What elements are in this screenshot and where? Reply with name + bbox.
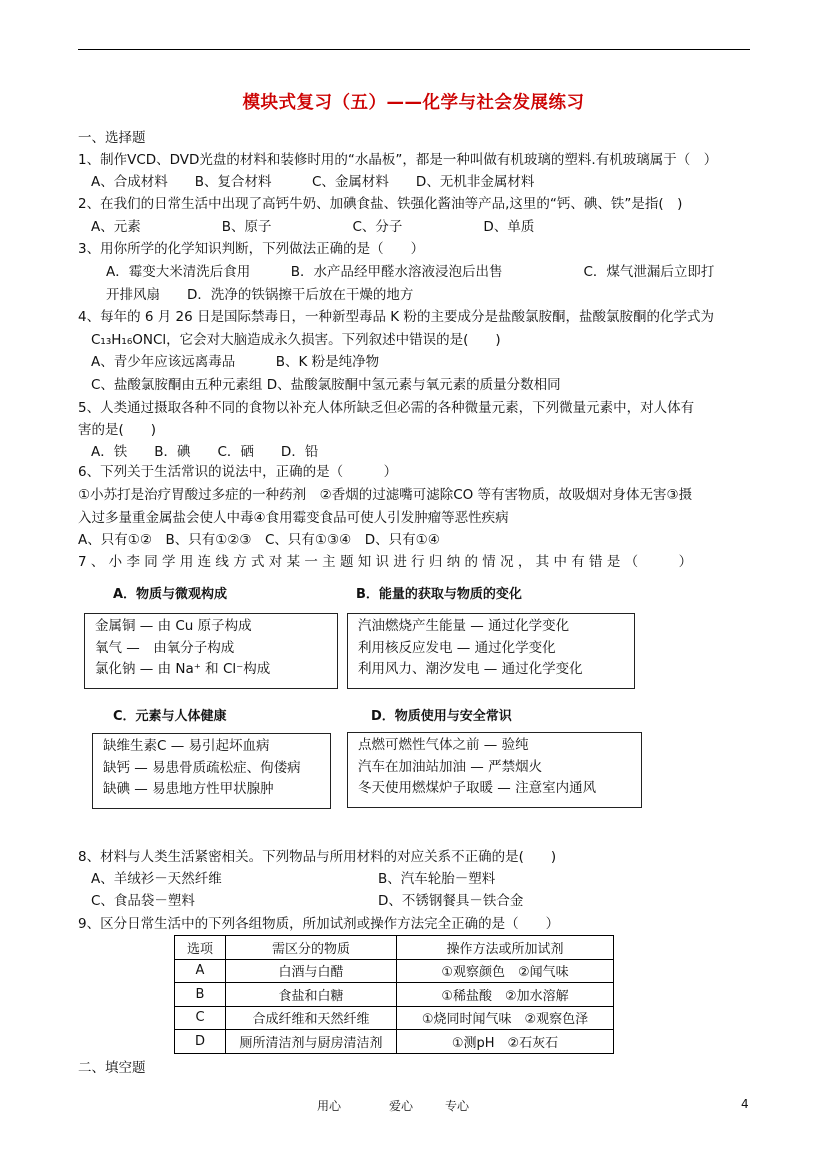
- q4-options-ab: A、青少年应该远离毒品 B、K 粉是纯净物: [91, 354, 380, 370]
- q6-statements-line1: ①小苏打是治疗胃酸过多症的一种药剂 ②香烟的过滤嘴可滤除CO 等有害物质，故吸烟对身体无害③摄: [78, 487, 693, 503]
- table-cell: D: [175, 1030, 226, 1054]
- table-row: [175, 1030, 614, 1054]
- header-rule: [78, 49, 750, 50]
- table-row: [175, 959, 614, 983]
- q7-box-c-line: 缺碘 — 易患地方性甲状腺肿: [103, 781, 274, 797]
- q7-box-a-heading: A．物质与微观构成: [113, 587, 228, 602]
- q7-box-b-line: 利用核反应发电 — 通过化学变化: [358, 639, 556, 656]
- q7-box-d: [347, 732, 642, 808]
- q2-options: A、元素 B、原子 C、分子 D、单质: [91, 219, 535, 235]
- q7-box-c: [92, 733, 331, 809]
- q7-box-d-line: 汽车在加油站加油 — 严禁烟火: [358, 758, 543, 775]
- q7-box-d-line: 点燃可燃性气体之前 — 验纯: [358, 737, 529, 753]
- page-title: 模块式复习（五）——化学与社会发展练习: [242, 93, 585, 113]
- section-heading-fill: 二、填空题: [78, 1060, 146, 1076]
- q3-options-line1: A．霉变大米清洗后食用 B．水产品经甲醛水溶液浸泡后出售 C．煤气泄漏后立即打: [106, 264, 715, 280]
- page-number: 4: [741, 1097, 749, 1111]
- table-cell: 合成纤维和天然纤维: [226, 1006, 397, 1030]
- q6-options: A、只有①② B、只有①②③ C、只有①③④ D、只有①④: [78, 532, 440, 548]
- q5-stem-line2: 害的是( ): [78, 422, 157, 438]
- table-cell: 厕所清洁剂与厨房清洁剂: [226, 1030, 397, 1054]
- q7-box-a-line: 氯化钠 — 由 Na⁺ 和 Cl⁻构成: [95, 661, 271, 677]
- q5-stem-line1: 5、人类通过摄取各种不同的食物以补充人体所缺乏但必需的各种微量元素，下列微量元素中，对人体有: [78, 400, 695, 416]
- table-cell: ①烧同时闻气味 ②观察色泽: [397, 1006, 614, 1030]
- table-header-cell: 需区分的物质: [226, 936, 397, 960]
- q8-option-b: B、汽车轮胎－塑料: [378, 871, 496, 887]
- footer-motto-1: 用心: [317, 1099, 342, 1113]
- table-cell: ①测pH ②石灰石: [397, 1030, 614, 1054]
- q1-options: A、合成材料 B、复合材料 C、金属材料 D、无机非金属材料: [91, 174, 535, 190]
- table-cell: C: [175, 1006, 226, 1030]
- section-heading-choice: 一、选择题: [78, 130, 146, 146]
- q7-box-b: [347, 613, 635, 689]
- q3-options-line2: 开排风扇 D．洗净的铁锅擦干后放在干燥的地方: [106, 287, 414, 303]
- q7-box-b-line: 汽油燃烧产生能量 — 通过化学变化: [358, 618, 570, 634]
- q8-option-c: C、食品袋－塑料: [91, 893, 195, 909]
- table-cell: 食盐和白糖: [226, 983, 397, 1007]
- q7-box-b-heading: B．能量的获取与物质的变化: [356, 587, 522, 602]
- q7-box-c-line: 缺钙 — 易患骨质疏松症、佝偻病: [103, 759, 301, 776]
- q7-box-d-heading: D．物质使用与安全常识: [371, 709, 512, 724]
- q1-stem: 1、制作VCD、DVD光盘的材料和装修时用的“水晶板”，都是一种叫做有机玻璃的塑料.有机玻璃属于（ ）: [78, 152, 718, 168]
- q5-options: A．铁 B．碘 C．硒 D．铅: [91, 444, 319, 460]
- q4-options-cd: C、盐酸氯胺酮由五种元素组 D、盐酸氯胺酮中氢元素与氧元素的质量分数相同: [91, 377, 561, 393]
- table-header-cell: 选项: [175, 936, 226, 960]
- footer-motto-3: 专心: [445, 1099, 470, 1113]
- q7-box-a-line: 氧气 — 由氧分子构成: [95, 639, 235, 656]
- footer-motto-2: 爱心: [389, 1099, 414, 1113]
- q3-stem: 3、用你所学的化学知识判断，下列做法正确的是（ ）: [78, 241, 425, 257]
- table-header-row: [175, 936, 614, 960]
- q9-stem: 9、区分日常生活中的下列各组物质，所加试剂或操作方法完全正确的是（ ）: [78, 916, 560, 932]
- q8-option-d: D、不锈钢餐具－铁合金: [378, 893, 524, 909]
- q7-stem: 7 、 小 李 同 学 用 连 线 方 式 对 某 一 主 题 知 识 进 行 归 纳 的 情 况 ， 其 中 有 错 是 （ ）: [78, 554, 693, 570]
- q8-option-a: A、羊绒衫－天然纤维: [91, 871, 222, 887]
- q8-stem: 8、材料与人类生活紧密相关。下列物品与所用材料的对应关系不正确的是( ): [78, 849, 557, 865]
- table-cell: ①稀盐酸 ②加水溶解: [397, 983, 614, 1007]
- table-cell: B: [175, 983, 226, 1007]
- q6-statements-line2: 入过多量重金属盐会使人中毒④食用霉变食品可使人引发肿瘤等恶性疾病: [78, 510, 509, 526]
- q7-box-b-line: 利用风力、潮汐发电 — 通过化学变化: [358, 661, 583, 677]
- q2-stem: 2、在我们的日常生活中出现了高钙牛奶、加碘食盐、铁强化酱油等产品,这里的“钙、碘、铁”是指( ): [78, 196, 683, 212]
- table-row: [175, 1006, 614, 1030]
- q7-box-a-line: 金属铜 — 由 Cu 原子构成: [95, 618, 252, 634]
- table-cell: 白酒与白醋: [226, 959, 397, 983]
- q7-box-d-line: 冬天使用燃煤炉子取暖 — 注意室内通风: [358, 780, 597, 796]
- q4-stem-line1: 4、每年的 6 月 26 日是国际禁毒日，一种新型毒品 K 粉的主要成分是盐酸氯胺酮，盐酸氯胺酮的化学式为: [78, 309, 714, 325]
- table-row: [175, 983, 614, 1007]
- q7-box-c-heading: C．元素与人体健康: [113, 709, 227, 724]
- q6-stem: 6、下列关于生活常识的说法中，正确的是（ ）: [78, 464, 398, 480]
- table-cell: A: [175, 959, 226, 983]
- table-header-cell: 操作方法或所加试剂: [397, 936, 614, 960]
- q9-table: [174, 935, 614, 1054]
- q7-box-a: [84, 613, 338, 689]
- q4-stem-line2: C₁₃H₁₆ONCl，它会对大脑造成永久损害。下列叙述中错误的是( ): [91, 332, 501, 348]
- table-cell: ①观察颜色 ②闻气味: [397, 959, 614, 983]
- q7-box-c-line: 缺维生素C — 易引起坏血病: [103, 738, 270, 754]
